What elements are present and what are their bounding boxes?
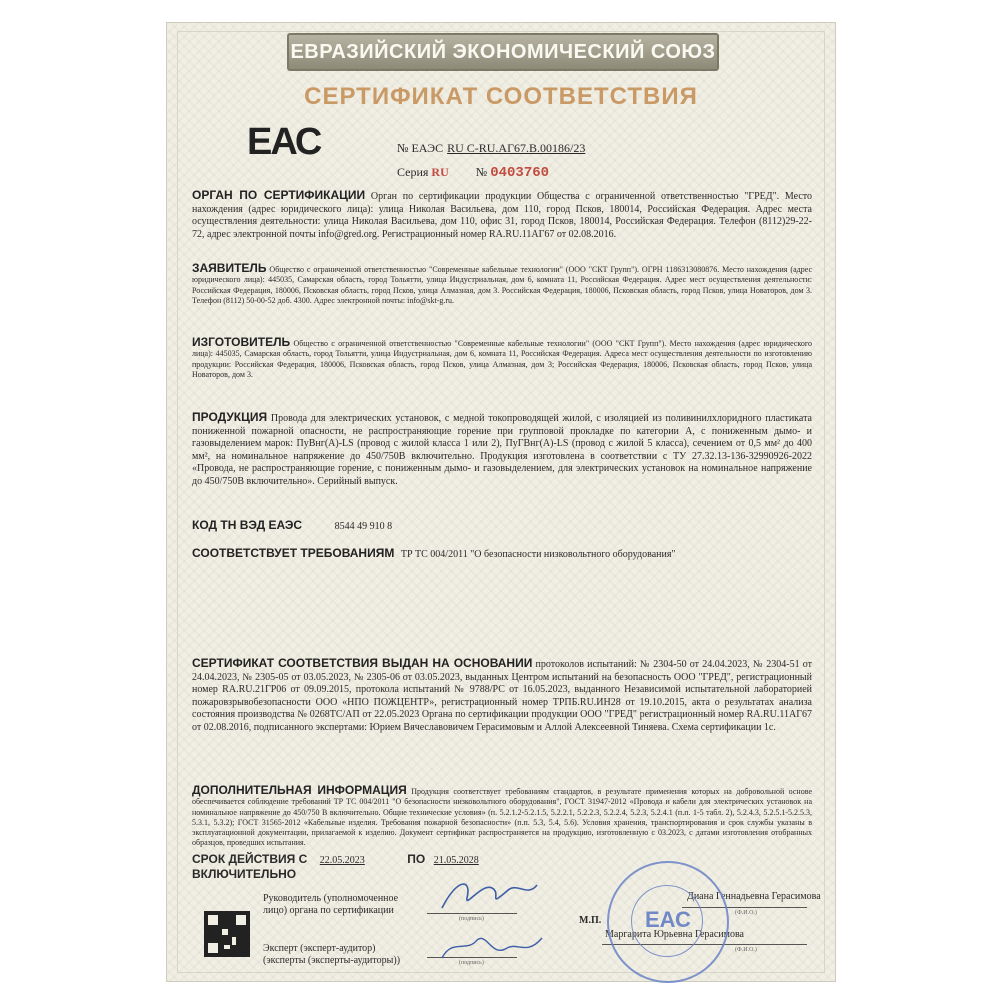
eac-logo: ЕАС (247, 121, 321, 163)
series-value: RU (431, 165, 449, 179)
head-label: Руководитель (уполномоченное лицо) органа по сертификации (263, 893, 399, 916)
head-signature (437, 873, 547, 918)
form-number: 0403760 (490, 165, 550, 181)
product-section: ПРОДУКЦИЯ Провода для электрических установок, с медной токопроводящей жилой, с изоляцией из поливинилхлоридного пластиката пониженной пожарной опасности, не распространяющие горение при групповой прокладке по категории А, с пониженным дымо- и газовыделением марок: ПуВнг(А)-LS (провод с жилой класса 1 или 2), ПуГВнг(А)-LS (провод с жилой 5 класса), сечением от 0,5 мм² до 400 мм², на номинальное напряжение до 450/750В включительно. Продукция изготовлена в соответствии с ТУ 27.32.13-136-32990926-2022 «Провода, не распространяющие горение, с пониженным дымо- и газовыделением, для электрических установок на номинальное напряжение до 450/750В включительно». Серийный выпуск. (192, 410, 812, 487)
seal-label: М.П. (579, 915, 602, 926)
valid-from: 22.05.2023 (319, 855, 365, 866)
additional-info-section: ДОПОЛНИТЕЛЬНАЯ ИНФОРМАЦИЯ Продукция соответствует требованиям стандартов, в результате применения которых на добровольной основе обеспечивается соблюдение требований ТР ТС 004/2011 "О безопасности низковольтного оборудования", ГОСТ 31947-2012 «Провода и кабели для электрических установок на номинальное напряжение до 450/750 В включительно. Общие технические условия» (п. 5.2.1.2-5.2.1.5, 5.2.2.1, 5.2.2.3, 5.2.2.4, 5.2.3, 5.2.4.1 (п.п. 1-5 табл. 2), 5.2.4.3, 5.2.5.1-5.2.5.3, 5.3.1, 5.3.2); ГОСТ 31565-2012 «Кабельные изделия. Требования пожарной безопасности» (п.п. 5.3, 5.4, 5.6). Условия хранения, транспортирования и срок службы указаны в эксплуатационной документации, прилагаемой к изделию. Документ сертификат распространяется на продукцию, изготовленную с 03.2023, с датами изготовления отобранных образцов, проведших испытания. (192, 783, 812, 848)
valid-to: 21.05.2028 (433, 855, 479, 866)
hs-code-value: 8544 49 910 8 (334, 521, 393, 532)
validity-section: СРОК ДЕЙСТВИЯ С 22.05.2023 ПО 21.05.2028 ВКЛЮЧИТЕЛЬНО (192, 852, 479, 881)
requirements-section: СООТВЕТСТВУЕТ ТРЕБОВАНИЯМ ТР ТС 004/2011 "О безопасности низковольтного оборудования" (192, 546, 676, 560)
expert-label: Эксперт (эксперт-аудитор) (эксперты (эксперты-аудиторы)) (263, 943, 401, 966)
requirements-value: ТР ТС 004/2011 "О безопасности низковольтного оборудования" (400, 549, 676, 560)
inclusive-label: ВКЛЮЧИТЕЛЬНО (192, 866, 297, 881)
manufacturer-section: ИЗГОТОВИТЕЛЬ Общество с ограниченной ответственностью "Современные кабельные технологии" (ООО "СКТ Групп"). Место нахождения (адрес юридического лица): 445035, Самарская область, город Тольятти, улица Индустриальная, дом 6, комната 11, Российская Федерация. Адреса мест осуществления деятельности по изготовлению продукции: Российская Федерация, 180006, Псковская область, город Псков, улица Алмазная, дом 3; Российская Федерация, 180006, Псковская область, город Псков, улица Новаторов, дом 3. (192, 335, 812, 379)
expert-name: Маргарита Юрьевна Герасимова (605, 929, 744, 940)
applicant-section: ЗАЯВИТЕЛЬ Общество с ограниченной ответственностью "Современные кабельные технологии" (ООО "СКТ Групп"). ОГРН 1186313080876. Место нахождения (адрес юридического лица): 445035, Самарская область, город Тольятти, улица Индустриальная, дом 6, комната 11, Российская Федерация. Адрес мест осуществления деятельности: Российская Федерация, 180006, Псковская область, город Псков, улица Алмазная, дом 3. Российская Федерация, 180006, Псковская область, город Псков, улица Новаторов, дом 3. Телефон (8112) 50-00-52 доб. 4300. Адрес электронной почты: info@skt-g.ru. (192, 261, 813, 305)
union-banner: ЕВРАЗИЙСКИЙ ЭКОНОМИЧЕСКИЙ СОЮЗ (287, 33, 719, 71)
certificate-document: ЕВРАЗИЙСКИЙ ЭКОНОМИЧЕСКИЙ СОЮЗ СЕРТИФИКАТ СООТВЕТСТВИЯ ЕАС № ЕАЭС RU С-RU.АГ67.В.00186/23 Серия RU № 0403760 ОРГАН ПО СЕРТИФИКАЦИИ Орган по сертификации продукции Общества с ограниченной ответственностью "ГРЕД". Место нахождения (адрес юридического лица): улица Николая Васильева, дом 110, город Псков, 180014, Российская Федерация. Адрес места осуществления деятельности: улица Николая Васильева, дом 110, офис 31, город Псков, 180014, Российская Федерация. Телефон (8112)29-22-72, адрес электронной почты info@gred.org. Регистрационный номер RA.RU.11АГ67 от 02.08.2016. ЗАЯВИТЕЛЬ Общество с ограниченной ответственностью "Современные кабельные технологии" (ООО "СКТ Групп"). ОГРН 1186313080876. Место нахождения (адрес юридического лица): 445035, Самарская область, город Тольятти, улица Индустриальная, дом 6, комната 11, Российская Федерация. Адрес мест осуществления деятельности: Российская Федерация, 180006, Псковская область, город Псков, улица Алмазная, дом 3. Российская Федерация, 180006, Псковская область, город Псков, улица Новаторов, дом 3. Телефон (8112) 50-00-52 доб. 4300. Адрес электронной почты: info@skt-g.ru. ИЗГОТОВИТЕЛЬ Общество с ограниченной ответственностью "Современные кабельные технологии" (ООО "СКТ Групп"). Место нахождения (адрес юридического лица): 445035, Самарская область, город Тольятти, улица Индустриальная, дом 6, комната 11, Российская Федерация. Адреса мест осуществления деятельности по изготовлению продукции: Российская Федерация, 180006, Псковская область, город Псков, улица Алмазная, дом 3; Российская Федерация, 180006, Псковская область, город Псков, улица Новаторов, дом 3. ПРОДУКЦИЯ Провода для электрических установок, с медной токопроводящей жилой, с изоляцией из поливинилхлоридного пластиката пониженной пожарной опасности, не распространяющие горение при групповой прокладке по категории А, с пониженным дымо- и газовыделением марок: ПуВнг(А)-LS (провод с жилой класса 1 или 2), ПуГВнг(А)-LS (провод с жилой 5 класса), сечением от 0,5 мм² до 400 мм², на номинальное напряжение до 450/750В включительно. Продукция изготовлена в соответствии с ТУ 27.32.13-136-32990926-2022 «Провода, не распространяющие горение, с пониженным дымо- и газовыделением, для электрических установок на номинальное напряжение до 450/750В включительно». Серийный выпуск. КОД ТН ВЭД ЕАЭС 8544 49 910 8 СООТВЕТСТВУЕТ ТРЕБОВАНИЯМ ТР ТС 004/2011 "О безопасности низковольтного оборудования" СЕРТИФИКАТ СООТВЕТСТВИЯ ВЫДАН НА ОСНОВАНИИ протоколов испытаний: № 2304-50 от 24.04.2023, № 2304-51 от 24.04.2023, № 2305-05 от 03.05.2023, № 2305-06 от 03.05.2023, выданных Центром испытаний на безопасность ООО "ГРЕД", регистрационный номер RA.RU.21ГР06 от 09.09.2015, протокола испытаний № 9788/РС от 16.05.2023, выданного Независимой испытательной лабораторией пожаровзрывобезопасности ООО «НПО ПОЖЦЕНТР», регистрационный номер ТРПБ.RU.ИН28 от 19.10.2015, акта о результатах анализа состояния производства № 0268ТС/АП от 22.05.2023 Органа по сертификации продукции ООО "ГРЕД" регистрационный номер RA.RU.11АГ67 от 02.08.2016, подписанного экспертами: Юрием Вячеславовичем Герасимовым и Аллой Алексеевной Тиняева. Схема сертификации 1с. ДОПОЛНИТЕЛЬНАЯ ИНФОРМАЦИЯ Продукция соответствует требованиям стандартов, в результате применения которых на добровольной основе обеспечивается соблюдение требований ТР ТС 004/2011 "О безопасности низковольтного оборудования", ГОСТ 31947-2012 «Провода и кабели для электрических установок на номинальное напряжение до 450/750 В включительно. Общие технические условия» (п. 5.2.1.2-5.2.1.5, 5.2.2.1, 5.2.2.3, 5.2.2.4, 5.2.3, 5.2.4.1 (п.п. 1-5 табл. 2), 5.2.4.3, 5.2.5.1-5.2.5.3, 5.3.1, 5.3.2); ГОСТ 31565-2012 «Кабельные изделия. Требования пожарной безопасности» (п.п. 5.3, 5.4, 5.6). Условия хранения, транспортирования и срок службы указаны в эксплуатационной документации, прилагаемой к изделию. Документ сертификат распространяется на продукцию, изготовленную с 03.2023, с датами изготовления отобранных образцов, проведших испытания. СРОК ДЕЙСТВИЯ С 22.05.2023 ПО 21.05.2028 ВКЛЮЧИТЕЛЬНО Руководитель (уполномоченное лицо) органа по сертификации (подпись) Диана Геннадьевна Герасимова (Ф.И.О.) М.П. Эксперт (эксперт-аудитор) (эксперты (эксперты-аудиторы)) (подпись) Маргарита Юрьевна Герасимова (Ф.И.О.) ЕАС (166, 22, 836, 982)
certificate-title: СЕРТИФИКАТ СООТВЕТСТВИЯ (304, 83, 698, 110)
certificate-number: № ЕАЭС RU С-RU.АГ67.В.00186/23 (397, 141, 586, 155)
official-stamp: ЕАС (607, 861, 729, 983)
organ-section: ОРГАН ПО СЕРТИФИКАЦИИ Орган по сертификации продукции Общества с ограниченной ответственностью "ГРЕД". Место нахождения (адрес юридического лица): улица Николая Васильева, дом 110, город Псков, 180014, Российская Федерация. Адрес места осуществления деятельности: улица Николая Васильева, дом 110, офис 31, город Псков, 180014, Российская Федерация. Телефон (8112)29-22-72, адрес электронной почты info@gred.org. Регистрационный номер RA.RU.11АГ67 от 02.08.2016. (192, 188, 813, 240)
series-line: Серия RU № 0403760 (397, 165, 550, 181)
expert-signature (437, 928, 547, 968)
head-name: Диана Геннадьевна Герасимова (687, 891, 821, 902)
basis-section: СЕРТИФИКАТ СООТВЕТСТВИЯ ВЫДАН НА ОСНОВАНИИ протоколов испытаний: № 2304-50 от 24.04.2023, № 2304-51 от 24.04.2023, № 2305-05 от 03.05.2023, № 2305-06 от 03.05.2023, выданных Центром испытаний на безопасность ООО "ГРЕД", регистрационный номер RA.RU.21ГР06 от 09.09.2015, протокола испытаний № 9788/РС от 16.05.2023, выданного Независимой испытательной лабораторией пожаровзрывобезопасности ООО «НПО ПОЖЦЕНТР», регистрационный номер ТРПБ.RU.ИН28 от 19.10.2015, акта о результатах анализа состояния производства № 0268ТС/АП от 22.05.2023 Органа по сертификации продукции ООО "ГРЕД" регистрационный номер RA.RU.11АГ67 от 02.08.2016, подписанного экспертами: Юрием Вячеславовичем Герасимовым и Аллой Алексеевной Тиняева. Схема сертификации 1с. (192, 656, 813, 733)
qr-code-icon (204, 911, 250, 957)
hs-code-section: КОД ТН ВЭД ЕАЭС 8544 49 910 8 (192, 518, 393, 532)
